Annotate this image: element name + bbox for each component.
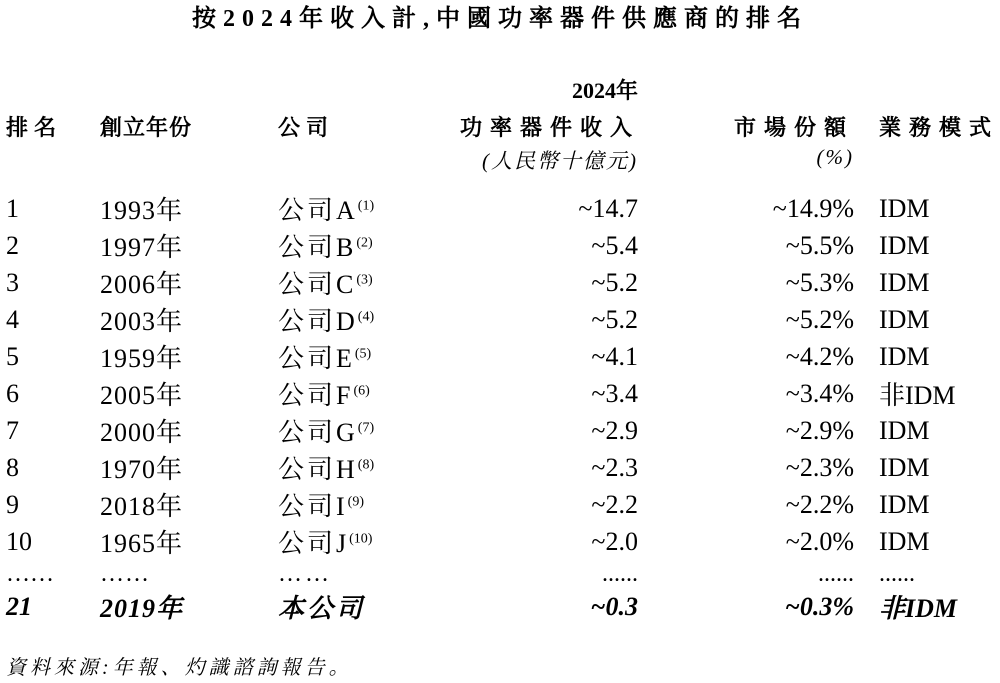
revenue-cell: ~5.4 <box>591 230 638 260</box>
founded-cell: 2018年 <box>100 492 184 521</box>
rank-cell: 2 <box>6 230 19 260</box>
revenue-cell: ~2.3 <box>591 452 638 482</box>
header-spacer <box>0 71 100 108</box>
rank-cell: 5 <box>6 341 19 371</box>
share-cell: ~14.9% <box>772 193 854 223</box>
revenue-cell: ~14.7 <box>578 193 638 223</box>
share-cell: ~5.2% <box>785 304 854 334</box>
share-cell: ~5.5% <box>785 230 854 260</box>
header-spacer <box>0 145 100 190</box>
header-revenue: 功率器件收入 <box>460 115 641 140</box>
company-name: 公司D <box>278 307 358 336</box>
founded-cell: 2005年 <box>100 381 184 410</box>
header-spacer <box>100 71 278 108</box>
model-cell: IDM <box>879 267 930 297</box>
rank-cell: 6 <box>6 378 19 408</box>
table-row <box>0 301 1000 338</box>
table-row <box>0 375 1000 412</box>
rank-cell: 10 <box>6 526 32 556</box>
header-founded: 創立年份 <box>100 115 193 140</box>
table-header <box>0 71 1000 190</box>
rank-cell: 7 <box>6 415 19 445</box>
rank-cell: …… <box>6 560 54 587</box>
header-spacer <box>100 145 278 190</box>
founded-cell: 1997年 <box>100 233 184 262</box>
revenue-cell: ~5.2 <box>591 304 638 334</box>
footnote-ref: (3) <box>356 272 373 288</box>
header-spacer <box>278 71 460 108</box>
revenue-cell: ~5.2 <box>591 267 638 297</box>
header-model: 業務模式 <box>879 115 1000 140</box>
footnote-ref: (6) <box>353 383 370 399</box>
rank-cell: 21 <box>6 591 32 621</box>
founded-cell: 2019年 <box>100 594 184 623</box>
founded-cell: 1993年 <box>100 196 184 225</box>
model-cell: IDM <box>879 341 930 371</box>
share-cell: ~5.3% <box>785 267 854 297</box>
company-name: 公司E <box>278 344 355 373</box>
model-cell: IDM <box>879 489 930 519</box>
company-name: 本公司 <box>278 594 366 623</box>
header-revenue-unit: (人民幣十億元) <box>482 149 638 173</box>
company-cell <box>278 588 460 625</box>
table-body <box>0 190 1000 625</box>
founded-cell: 1970年 <box>100 455 184 484</box>
company-name: 公司I <box>278 492 348 521</box>
revenue-cell: ...... <box>602 560 638 587</box>
revenue-cell: ~3.4 <box>591 378 638 408</box>
table-row <box>0 523 1000 560</box>
share-cell: ~2.9% <box>785 415 854 445</box>
company-name: 公司C <box>278 270 357 299</box>
company-cell <box>278 338 460 375</box>
company-name: 公司F <box>278 381 354 410</box>
founded-cell: …… <box>100 560 150 587</box>
share-cell: ~0.3% <box>785 591 854 621</box>
header-row-1 <box>0 71 1000 108</box>
company-cell <box>278 412 460 449</box>
supplier-ranking-table <box>0 71 1000 625</box>
rank-cell: 9 <box>6 489 19 519</box>
model-cell: ...... <box>879 560 915 587</box>
footnote-ref: (9) <box>347 494 364 510</box>
revenue-cell: ~2.9 <box>591 415 638 445</box>
share-cell: ~4.2% <box>785 341 854 371</box>
model-cell: IDM <box>879 415 930 445</box>
header-rank: 排名 <box>6 115 63 140</box>
model-cell: IDM <box>879 452 930 482</box>
header-company: 公司 <box>278 115 335 140</box>
footnote-ref: (4) <box>357 309 375 325</box>
header-spacer <box>858 145 1000 190</box>
founded-cell: 1959年 <box>100 344 184 373</box>
footnote-ref: (1) <box>357 198 375 214</box>
company-name: 公司A <box>278 196 358 225</box>
revenue-cell: ~0.3 <box>590 591 638 621</box>
table-row <box>0 190 1000 227</box>
table-row <box>0 338 1000 375</box>
founded-cell: 2003年 <box>100 307 184 336</box>
header-share: 市場份額 <box>733 115 854 140</box>
header-row-3 <box>0 145 1000 190</box>
founded-cell: 1965年 <box>100 529 184 558</box>
company-cell <box>278 449 460 486</box>
footnote-ref: (10) <box>349 531 373 547</box>
share-cell: ~3.4% <box>785 378 854 408</box>
share-cell: ~2.2% <box>785 489 854 519</box>
footnote-ref: (5) <box>354 346 372 362</box>
table-row <box>0 449 1000 486</box>
company-cell <box>278 301 460 338</box>
ellipsis-row <box>0 560 1000 588</box>
company-cell <box>278 560 460 588</box>
rank-cell: 8 <box>6 452 19 482</box>
company-name: …… <box>278 560 332 587</box>
rank-cell: 4 <box>6 304 19 334</box>
model-cell: 非IDM <box>879 594 958 623</box>
company-name: 公司H <box>278 455 358 484</box>
table-row <box>0 264 1000 301</box>
model-cell: IDM <box>879 193 930 223</box>
footnote-ref: (8) <box>357 457 375 473</box>
founded-cell: 2000年 <box>100 418 184 447</box>
company-name: 公司G <box>278 418 358 447</box>
header-spacer <box>278 145 460 190</box>
header-row-2 <box>0 108 1000 145</box>
header-spacer <box>858 71 1000 108</box>
model-cell: 非IDM <box>879 381 956 410</box>
share-cell: ~2.3% <box>785 452 854 482</box>
revenue-cell: ~2.0 <box>591 526 638 556</box>
header-spacer <box>638 71 858 108</box>
header-revenue-year: 2024年 <box>571 78 638 103</box>
revenue-cell: ~4.1 <box>591 341 638 371</box>
share-cell: ~2.0% <box>785 526 854 556</box>
company-name: 公司B <box>278 233 357 262</box>
page-title: 按2024年收入計,中國功率器件供應商的排名 <box>192 6 808 32</box>
model-cell: IDM <box>879 230 930 260</box>
share-cell: ...... <box>818 560 854 587</box>
company-cell <box>278 486 460 523</box>
company-cell <box>278 375 460 412</box>
model-cell: IDM <box>879 304 930 334</box>
rank-cell: 3 <box>6 267 19 297</box>
source-note: 資料來源:年報、灼識諮詢報告。 <box>6 657 353 679</box>
company-highlight-row <box>0 588 1000 625</box>
header-share-unit: (%) <box>816 145 854 169</box>
company-name: 公司J <box>278 529 350 558</box>
revenue-cell: ~2.2 <box>591 489 638 519</box>
rank-cell: 1 <box>6 193 19 223</box>
table-row <box>0 227 1000 264</box>
company-cell <box>278 264 460 301</box>
founded-cell: 2006年 <box>100 270 184 299</box>
company-cell <box>278 227 460 264</box>
table-row <box>0 486 1000 523</box>
table-row <box>0 412 1000 449</box>
company-cell <box>278 523 460 560</box>
footnote-ref: (7) <box>357 420 375 436</box>
footnote-ref: (2) <box>356 235 373 251</box>
model-cell: IDM <box>879 526 930 556</box>
company-cell <box>278 190 460 227</box>
